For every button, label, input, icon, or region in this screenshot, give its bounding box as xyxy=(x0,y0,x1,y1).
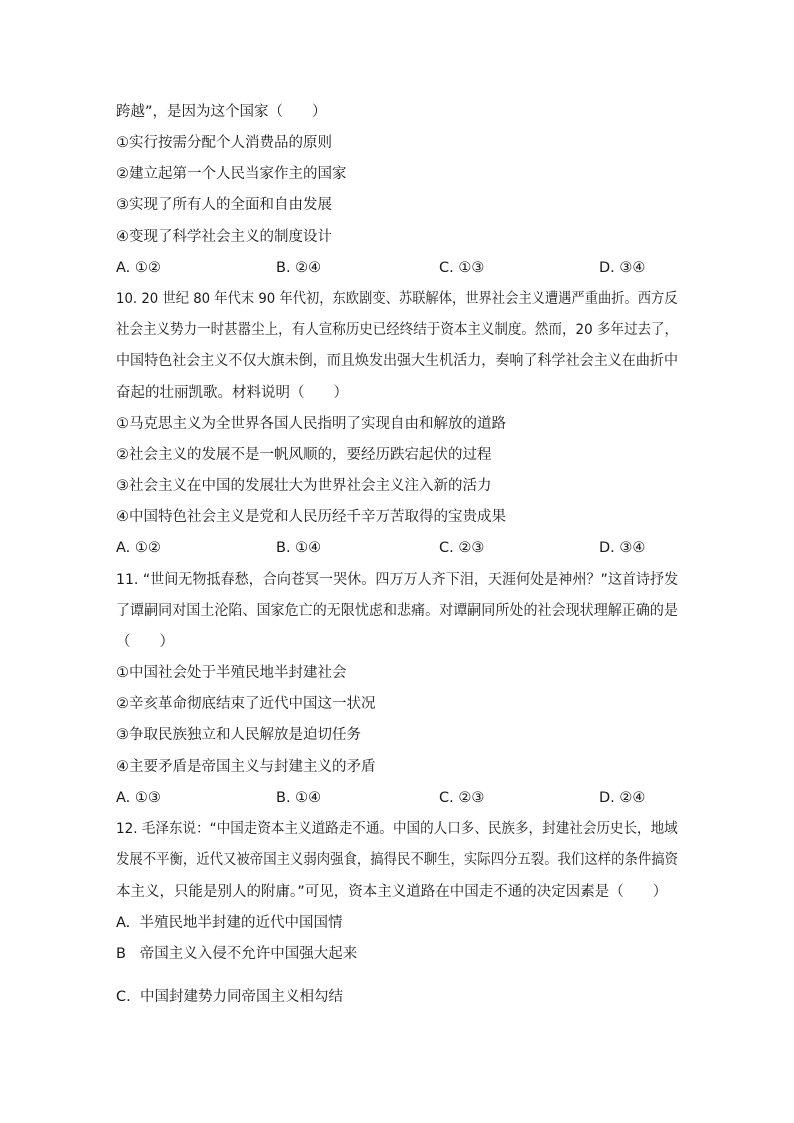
q10-item-1: ①马克思主义为全世界各国人民指明了实现自由和解放的道路 xyxy=(116,416,506,432)
q11-option-b: B. ①④ xyxy=(276,790,322,806)
q11-stem-line-2: 了谭嗣同对国土沦陷、国家危亡的无限忧虑和悲痛。对谭嗣同所处的社会现状理解正确的是 xyxy=(116,603,678,619)
q12-stem-line-1: 12. 毛泽东说：“中国走资本主义道路走不通。中国的人口多、民族多，封建社会历史长，地域 xyxy=(116,821,678,837)
q12-option-c: C. 中国封建势力同帝国主义相勾结 xyxy=(116,989,343,1005)
q9-option-c: C. ①③ xyxy=(439,260,485,276)
q12-option-b: B 帝国主义入侵不允许中国强大起来 xyxy=(116,946,358,962)
q10-stem-line-4: 奋起的壮丽凯歌。材料说明（ ） xyxy=(116,385,348,401)
q10-item-4: ④中国特色社会主义是党和人民历经千辛万苦取得的宝贵成果 xyxy=(116,509,506,525)
q9-item-4: ④变现了科学社会主义的制度设计 xyxy=(116,229,332,245)
q11-stem-line-1: 11. “世间无物抵春愁，合向苍冥一哭休。四万万人齐下泪，天涯何处是神州？”这首诗抒发 xyxy=(116,572,679,588)
q10-option-a: A. ①② xyxy=(116,540,161,556)
q11-option-c: C. ②③ xyxy=(439,790,485,806)
q12-option-a: A. 半殖民地半封建的近代中国国情 xyxy=(116,915,343,931)
q11-item-1: ①中国社会处于半殖民地半封建社会 xyxy=(116,665,347,681)
q10-option-b: B. ①④ xyxy=(276,540,322,556)
q11-stem-line-3: （ ） xyxy=(116,634,174,650)
q9-item-3: ③实现了所有人的全面和自由发展 xyxy=(116,197,332,213)
q11-item-4: ④主要矛盾是帝国主义与封建主义的矛盾 xyxy=(116,759,376,775)
q10-stem-line-1: 10. 20 世纪 80 年代末 90 年代初，东欧剧变、苏联解体，世界社会主义遭遇严重曲折。西方反 xyxy=(116,291,678,307)
q11-option-a: A. ①③ xyxy=(116,790,161,806)
q10-stem-line-3: 中国特色社会主义不仅大旗未倒，而且焕发出强大生机活力，奏响了科学社会主义在曲折中 xyxy=(116,353,678,369)
q12-stem-line-3: 本主义，只能是别人的附庸。”可见，资本主义道路在中国走不通的决定因素是（ ） xyxy=(116,884,668,900)
q9-option-d: D. ③④ xyxy=(599,260,646,276)
q9-option-b: B. ②④ xyxy=(276,260,322,276)
q10-stem-line-2: 社会主义势力一时甚嚣尘上，有人宣称历史已经终结于资本主义制度。然而，20 多年过去了， xyxy=(116,322,679,338)
q12-stem-line-2: 发展不平衡，近代又被帝国主义弱肉强食，搞得民不聊生，实际四分五裂。我们这样的条件搞资 xyxy=(116,852,678,868)
q11-item-3: ③争取民族独立和人民解放是迫切任务 xyxy=(116,727,361,743)
q9-item-1: ①实行按需分配个人消费品的原则 xyxy=(116,135,332,151)
q9-option-a: A. ①② xyxy=(116,260,161,276)
q9-stem-tail: 跨越”，是因为这个国家（ ） xyxy=(116,104,327,120)
q10-option-c: C. ②③ xyxy=(439,540,485,556)
q10-item-3: ③社会主义在中国的发展壮大为世界社会主义注入新的活力 xyxy=(116,478,492,494)
q10-item-2: ②社会主义的发展不是一帆风顺的，要经历跌宕起伏的过程 xyxy=(116,447,492,463)
q9-item-2: ②建立起第一个人民当家作主的国家 xyxy=(116,166,347,182)
q11-option-d: D. ②④ xyxy=(599,790,646,806)
q10-option-d: D. ③④ xyxy=(599,540,646,556)
q11-item-2: ②辛亥革命彻底结束了近代中国这一状况 xyxy=(116,696,376,712)
